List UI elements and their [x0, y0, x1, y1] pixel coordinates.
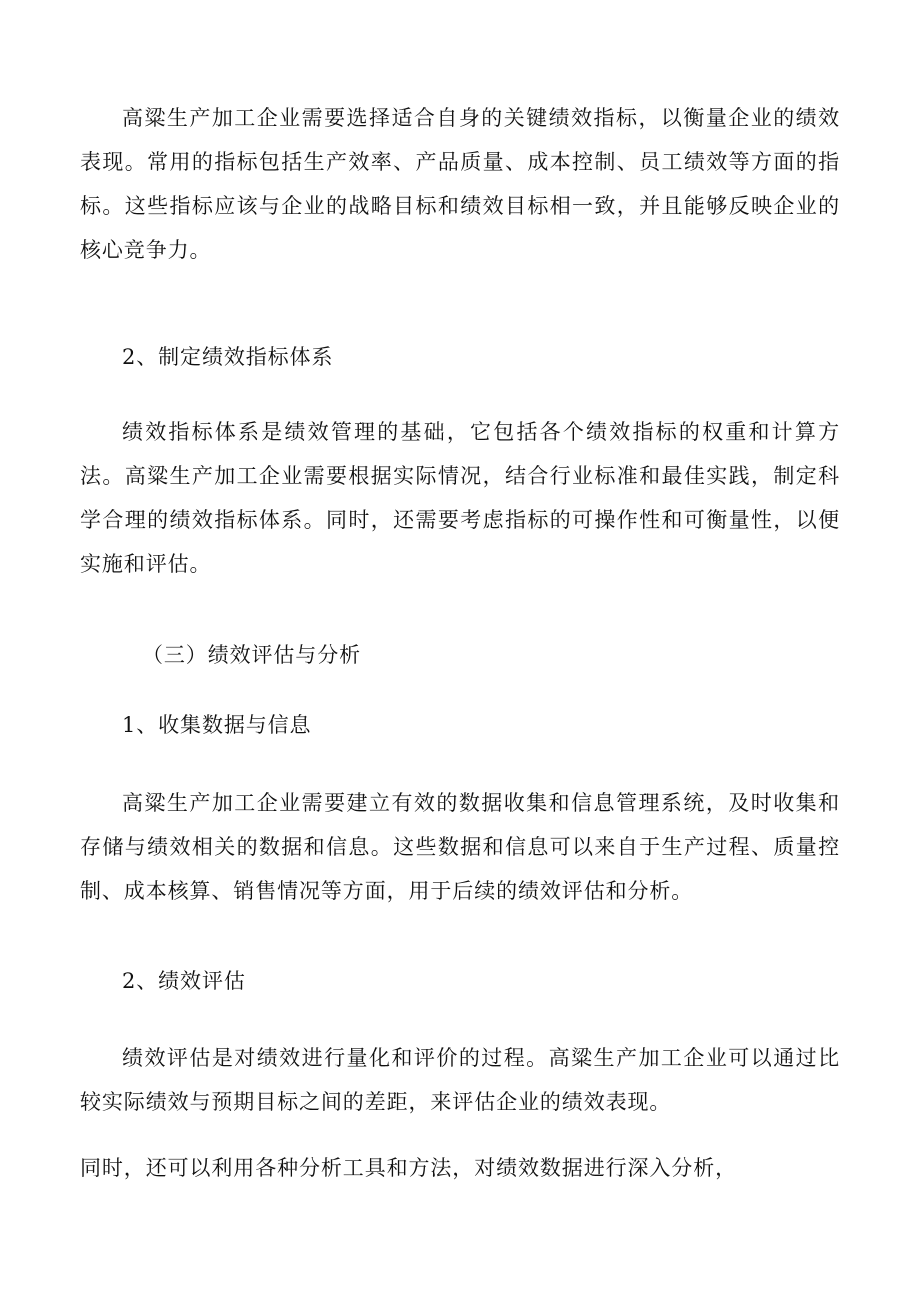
paragraph-evaluation: 绩效评估是对绩效进行量化和评价的过程。高粱生产加工企业可以通过比较实际绩效与预期目标之间的差距，来评估企业的绩效表现。: [80, 1046, 840, 1114]
paragraph-analysis: 同时，还可以利用各种分析工具和方法，对绩效数据进行深入分析，: [80, 1156, 737, 1180]
heading-evaluation: 2、绩效评估: [122, 969, 246, 993]
paragraph-indicator-system: 绩效指标体系是绩效管理的基础，它包括各个绩效指标的权重和计算方法。高粱生产加工企业需要根据实际情况，结合行业标准和最佳实践，制定科学合理的绩效指标体系。同时，还需要考虑指标的可操作性和可衡量性，以便实施和评估。: [80, 420, 840, 576]
paragraph-key-indicators: 高粱生产加工企业需要选择适合自身的关键绩效指标，以衡量企业的绩效表现。常用的指标包括生产效率、产品质量、成本控制、员工绩效等方面的指标。这些指标应该与企业的战略目标和绩效目标相一致，并且能够反映企业的核心竞争力。: [80, 106, 840, 262]
heading-indicator-system: 2、制定绩效指标体系: [122, 345, 334, 369]
paragraph-collect-data: 高粱生产加工企业需要建立有效的数据收集和信息管理系统，及时收集和存储与绩效相关的数据和信息。这些数据和信息可以来自于生产过程、质量控制、成本核算、销售情况等方面，用于后续的绩效评估和分析。: [80, 791, 840, 903]
heading-collect-data: 1、收集数据与信息: [122, 713, 312, 737]
section-heading-evaluation: （三）绩效评估与分析: [142, 643, 361, 667]
